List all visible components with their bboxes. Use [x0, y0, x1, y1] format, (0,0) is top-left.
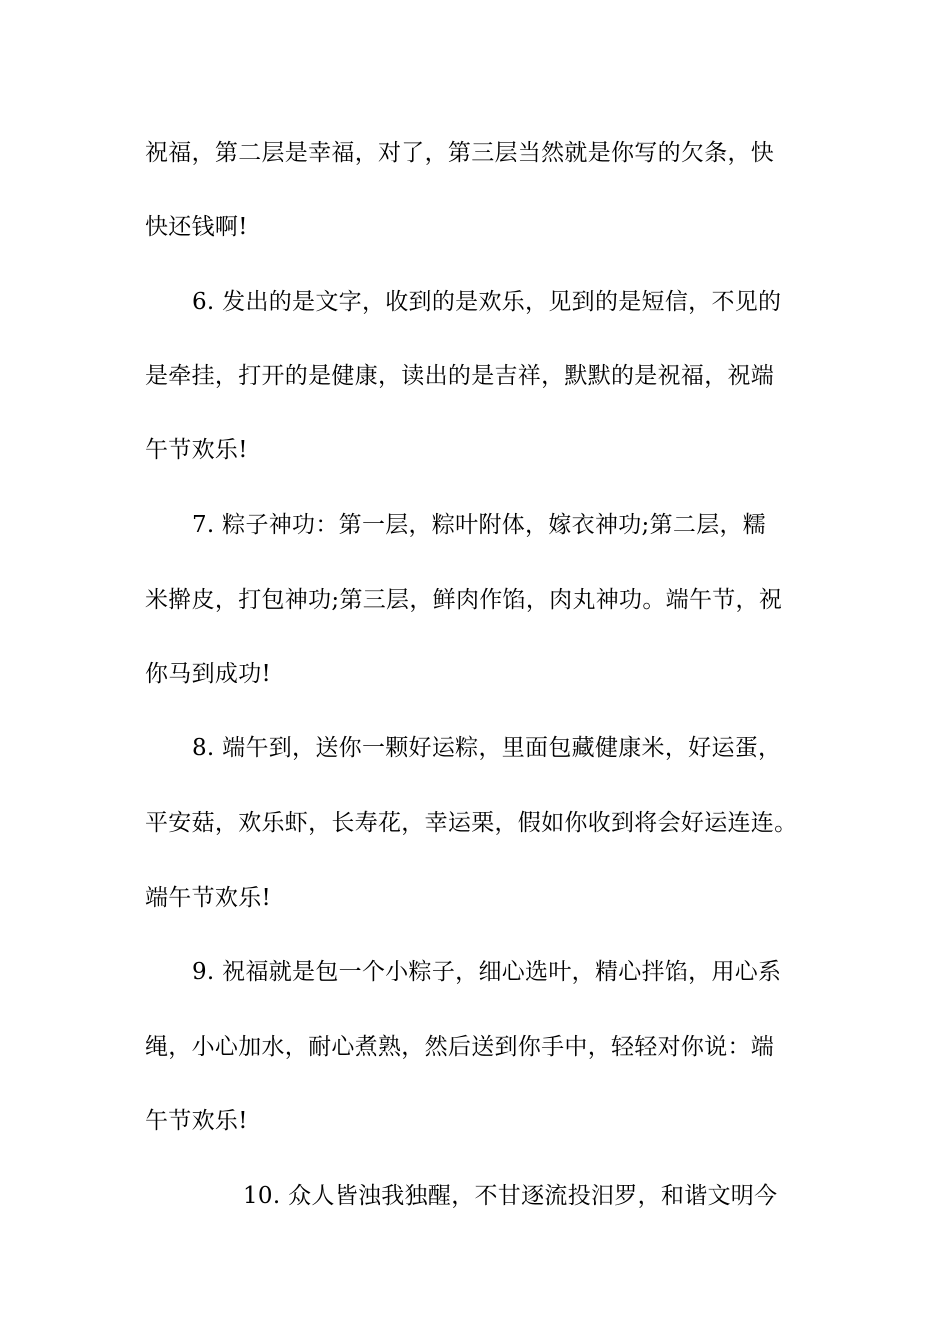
- list-item-7-line: 7. 粽子神功：第一层，粽叶附体，嫁衣神功;第二层，糯: [192, 512, 767, 538]
- text-line: 是牵挂，打开的是健康，读出的是吉祥，默默的是祝福，祝端: [145, 363, 775, 389]
- text-line: 端午节欢乐!: [145, 885, 272, 911]
- list-item-8-line: 8. 端午到，送你一颗好运粽，里面包藏健康米，好运蛋，: [192, 735, 782, 761]
- list-item-9-line: 9. 祝福就是包一个小粽子，细心选叶，精心拌馅，用心系: [192, 959, 782, 985]
- text-line: 你马到成功!: [145, 661, 272, 687]
- text-line: 快还钱啊!: [145, 214, 248, 240]
- text-line: 午节欢乐!: [145, 437, 248, 463]
- text-line: 米擀皮，打包神功;第三层，鲜肉作馅，肉丸神功。端午节，祝: [145, 587, 783, 613]
- text-line: 绳，小心加水，耐心煮熟，然后送到你手中，轻轻对你说：端: [145, 1034, 775, 1060]
- list-item-10-line: 10. 众人皆浊我独醒，不甘逐流投汨罗，和谐文明今: [243, 1183, 778, 1209]
- text-line: 平安菇，欢乐虾，长寿花，幸运栗，假如你收到将会好运连连。: [145, 810, 798, 836]
- list-item-6-line: 6. 发出的是文字，收到的是欢乐，见到的是短信，不见的: [192, 289, 782, 315]
- text-line: 祝福，第二层是幸福，对了，第三层当然就是你写的欠条，快: [145, 140, 775, 166]
- text-line: 午节欢乐!: [145, 1108, 248, 1134]
